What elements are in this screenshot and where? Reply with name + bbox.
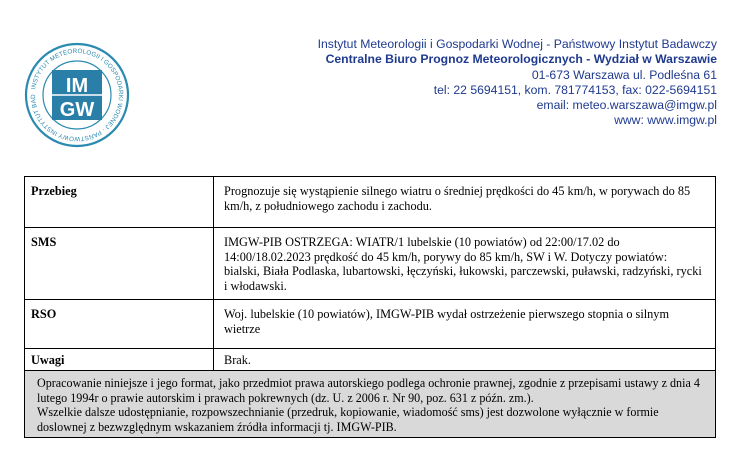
- row-content: Woj. lubelskie (10 powiatów), IMGW-PIB wydał ostrzeżenie pierwszego stopnia o silnym wietrze: [214, 300, 716, 349]
- bureau-main: Centralne Biuro Prognoz Meteorologicznych: [325, 52, 583, 67]
- redistribution-paragraph: Wszelkie dalsze udostępnianie, rozpowszechnianie (przedruk, kopiowanie, wiadomość sms) jest dozwolone wyłącznie w formie doslownej z bezwzględnym wskazaniem źródła informacji tj. IMGW-PIB.: [37, 405, 659, 434]
- row-label: Uwagi: [25, 349, 214, 371]
- row-label: Przebieg: [25, 177, 214, 228]
- row-label: RSO: [25, 300, 214, 349]
- bureau-separator: -: [582, 52, 594, 67]
- logo-ring-text: INSTYTUT METEOROLOGII I GOSPODARKI WODNEJ · PAŃSTWOWY INSTYTUT BAD: [29, 47, 125, 143]
- row-content: Prognozuje się wystąpienie silnego wiatru o średniej prędkości do 45 km/h, w porywach do 85 km/h, z południowego zachodu i zachodu.: [214, 177, 716, 228]
- table-row-rso: [25, 300, 716, 349]
- table-row-copyright: [25, 370, 716, 437]
- table-row-przebieg: [25, 177, 716, 228]
- logo-letters-bottom: GW: [59, 99, 95, 121]
- row-content: IMGW-PIB OSTRZEGA: WIATR/1 lubelskie (10 powiatów) od 22:00/17.02 do 14:00/18.02.2023 prędkość do 45 km/h, porywy do 85 km/h, SW i W. Dotyczy powiatów: bialski, Biała Podlaska, lubartowski, łęczyński, łukowski, parczewski, puławski, radzyński, rycki i włodawski.: [214, 228, 716, 300]
- warning-table: [24, 176, 716, 438]
- institute-name: Instytut Meteorologii i Gospodarki Wodnej - Państwowy Instytut Badawczy: [317, 37, 717, 51]
- address: 01-673 Warszawa ul. Podleśna 61: [531, 67, 717, 82]
- copyright-notice: [25, 370, 716, 437]
- imgw-logo-graphic: [24, 42, 130, 148]
- email-link[interactable]: email: meteo.warszawa@imgw.pl: [536, 98, 717, 113]
- bureau-name: [318, 52, 717, 67]
- row-content: Brak.: [214, 349, 716, 371]
- institute-header: [318, 37, 717, 129]
- imgw-logo: [24, 42, 130, 148]
- logo-letters-top: IM: [65, 75, 89, 97]
- copyright-paragraph: Opracowanie niniejsze i jego format, jako przedmiot prawa autorskiego podlega ochronie prawnej, zgodnie z przepisami ustawy z dnia 4 lutego 1994r o prawie autorskim i prawach pokrewnych (dz. U. z 2006 r. Nr 90, poz. 631 z późn. zm.).: [37, 375, 700, 405]
- table-row-uwagi: [25, 349, 716, 371]
- website-link[interactable]: www: www.imgw.pl: [614, 113, 717, 128]
- bureau-division: Wydział w Warszawie: [593, 52, 717, 67]
- table-row-sms: [25, 228, 716, 300]
- phone-numbers: tel: 22 5694151, kom. 781774153, fax: 022-5694151: [433, 82, 717, 97]
- row-label: SMS: [25, 228, 214, 300]
